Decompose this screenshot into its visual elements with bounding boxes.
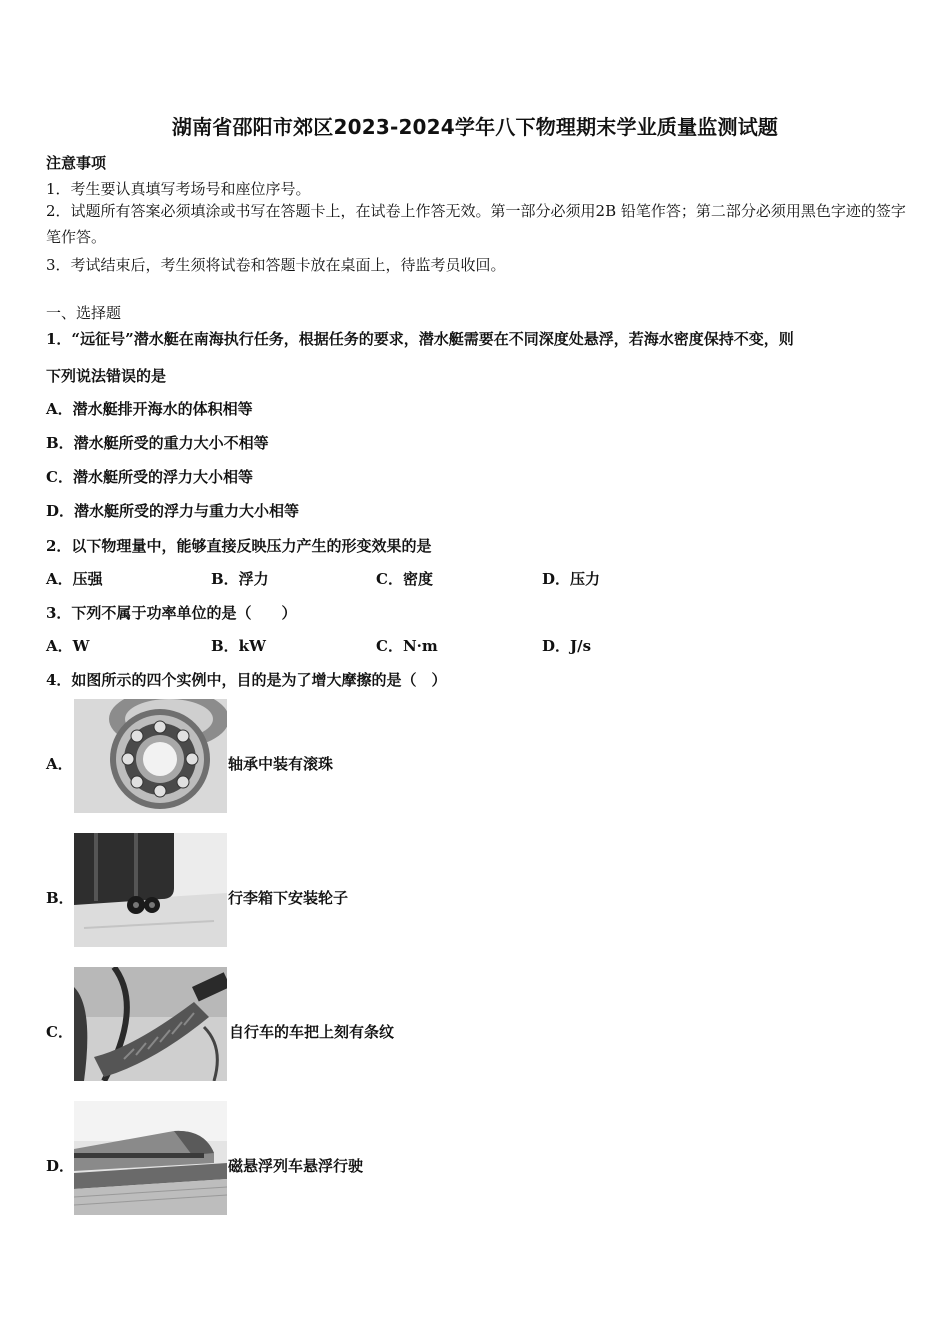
q4-option-b-text: 行李箱下安装轮子 <box>228 889 349 907</box>
q1-option-b: B．潜水艇所受的重力大小不相等 <box>46 434 269 452</box>
notice-item-1: 1．考生要认真填写考场号和座位序号。 <box>46 180 311 198</box>
suitcase-wheels-image <box>74 833 227 947</box>
q1-stem-line1: 1．“远征号”潜水艇在南海执行任务，根据任务的要求，潜水艇需要在不同深度处悬浮，若海水密度保持不变，则 <box>46 330 794 348</box>
q4-option-c-label: C． <box>46 1023 73 1041</box>
q2-option-d: D．压力 <box>542 570 601 588</box>
q4-option-c-text: 自行车的车把上刻有条纹 <box>229 1023 395 1041</box>
exam-title: 湖南省邵阳市郊区2023-2024学年八下物理期末学业质量监测试题 <box>171 115 779 139</box>
q4-option-d-text: 磁悬浮列车悬浮行驶 <box>228 1157 364 1175</box>
q1-option-a: A．潜水艇排开海水的体积相等 <box>46 400 253 418</box>
q4-option-a-label: A． <box>46 755 73 773</box>
q4-stem: 4．如图所示的四个实例中，目的是为了增大摩擦的是（ ） <box>46 671 447 689</box>
maglev-train-image <box>74 1101 227 1215</box>
q3-option-b: B．kW <box>211 637 266 655</box>
q4-option-b-label: B． <box>46 889 74 907</box>
q3-stem: 3．下列不属于功率单位的是（ ） <box>46 604 297 622</box>
notice-heading: 注意事项 <box>46 154 107 172</box>
notice-item-3: 3．考试结束后，考生须将试卷和答题卡放在桌面上，待监考员收回。 <box>46 256 506 274</box>
ball-bearing-image <box>74 699 227 813</box>
q2-stem: 2．以下物理量中，能够直接反映压力产生的形变效果的是 <box>46 537 432 555</box>
q2-option-b: B．浮力 <box>211 570 269 588</box>
q3-option-d: D．J/s <box>542 637 592 655</box>
q3-option-a: A．W <box>46 637 90 655</box>
q1-option-d: D．潜水艇所受的浮力与重力大小相等 <box>46 502 300 520</box>
section-heading: 一、选择题 <box>46 304 122 322</box>
q4-option-d-label: D． <box>46 1157 75 1175</box>
q2-option-c: C．密度 <box>376 570 433 588</box>
q3-option-c: C．N·m <box>376 637 438 655</box>
notice-item-2: 2．试题所有答案必须填涂或书写在答题卡上，在试卷上作答无效。第一部分必须用2B 铅笔作答；第二部分必须用黑色字迹的签字笔作答。 <box>46 202 906 246</box>
q1-stem-line2: 下列说法错误的是 <box>46 367 167 385</box>
bicycle-handlebar-grip-image <box>74 967 227 1081</box>
q4-option-a-text: 轴承中装有滚珠 <box>228 755 334 773</box>
q1-option-c: C．潜水艇所受的浮力大小相等 <box>46 468 253 486</box>
q2-option-a: A．压强 <box>46 570 103 588</box>
